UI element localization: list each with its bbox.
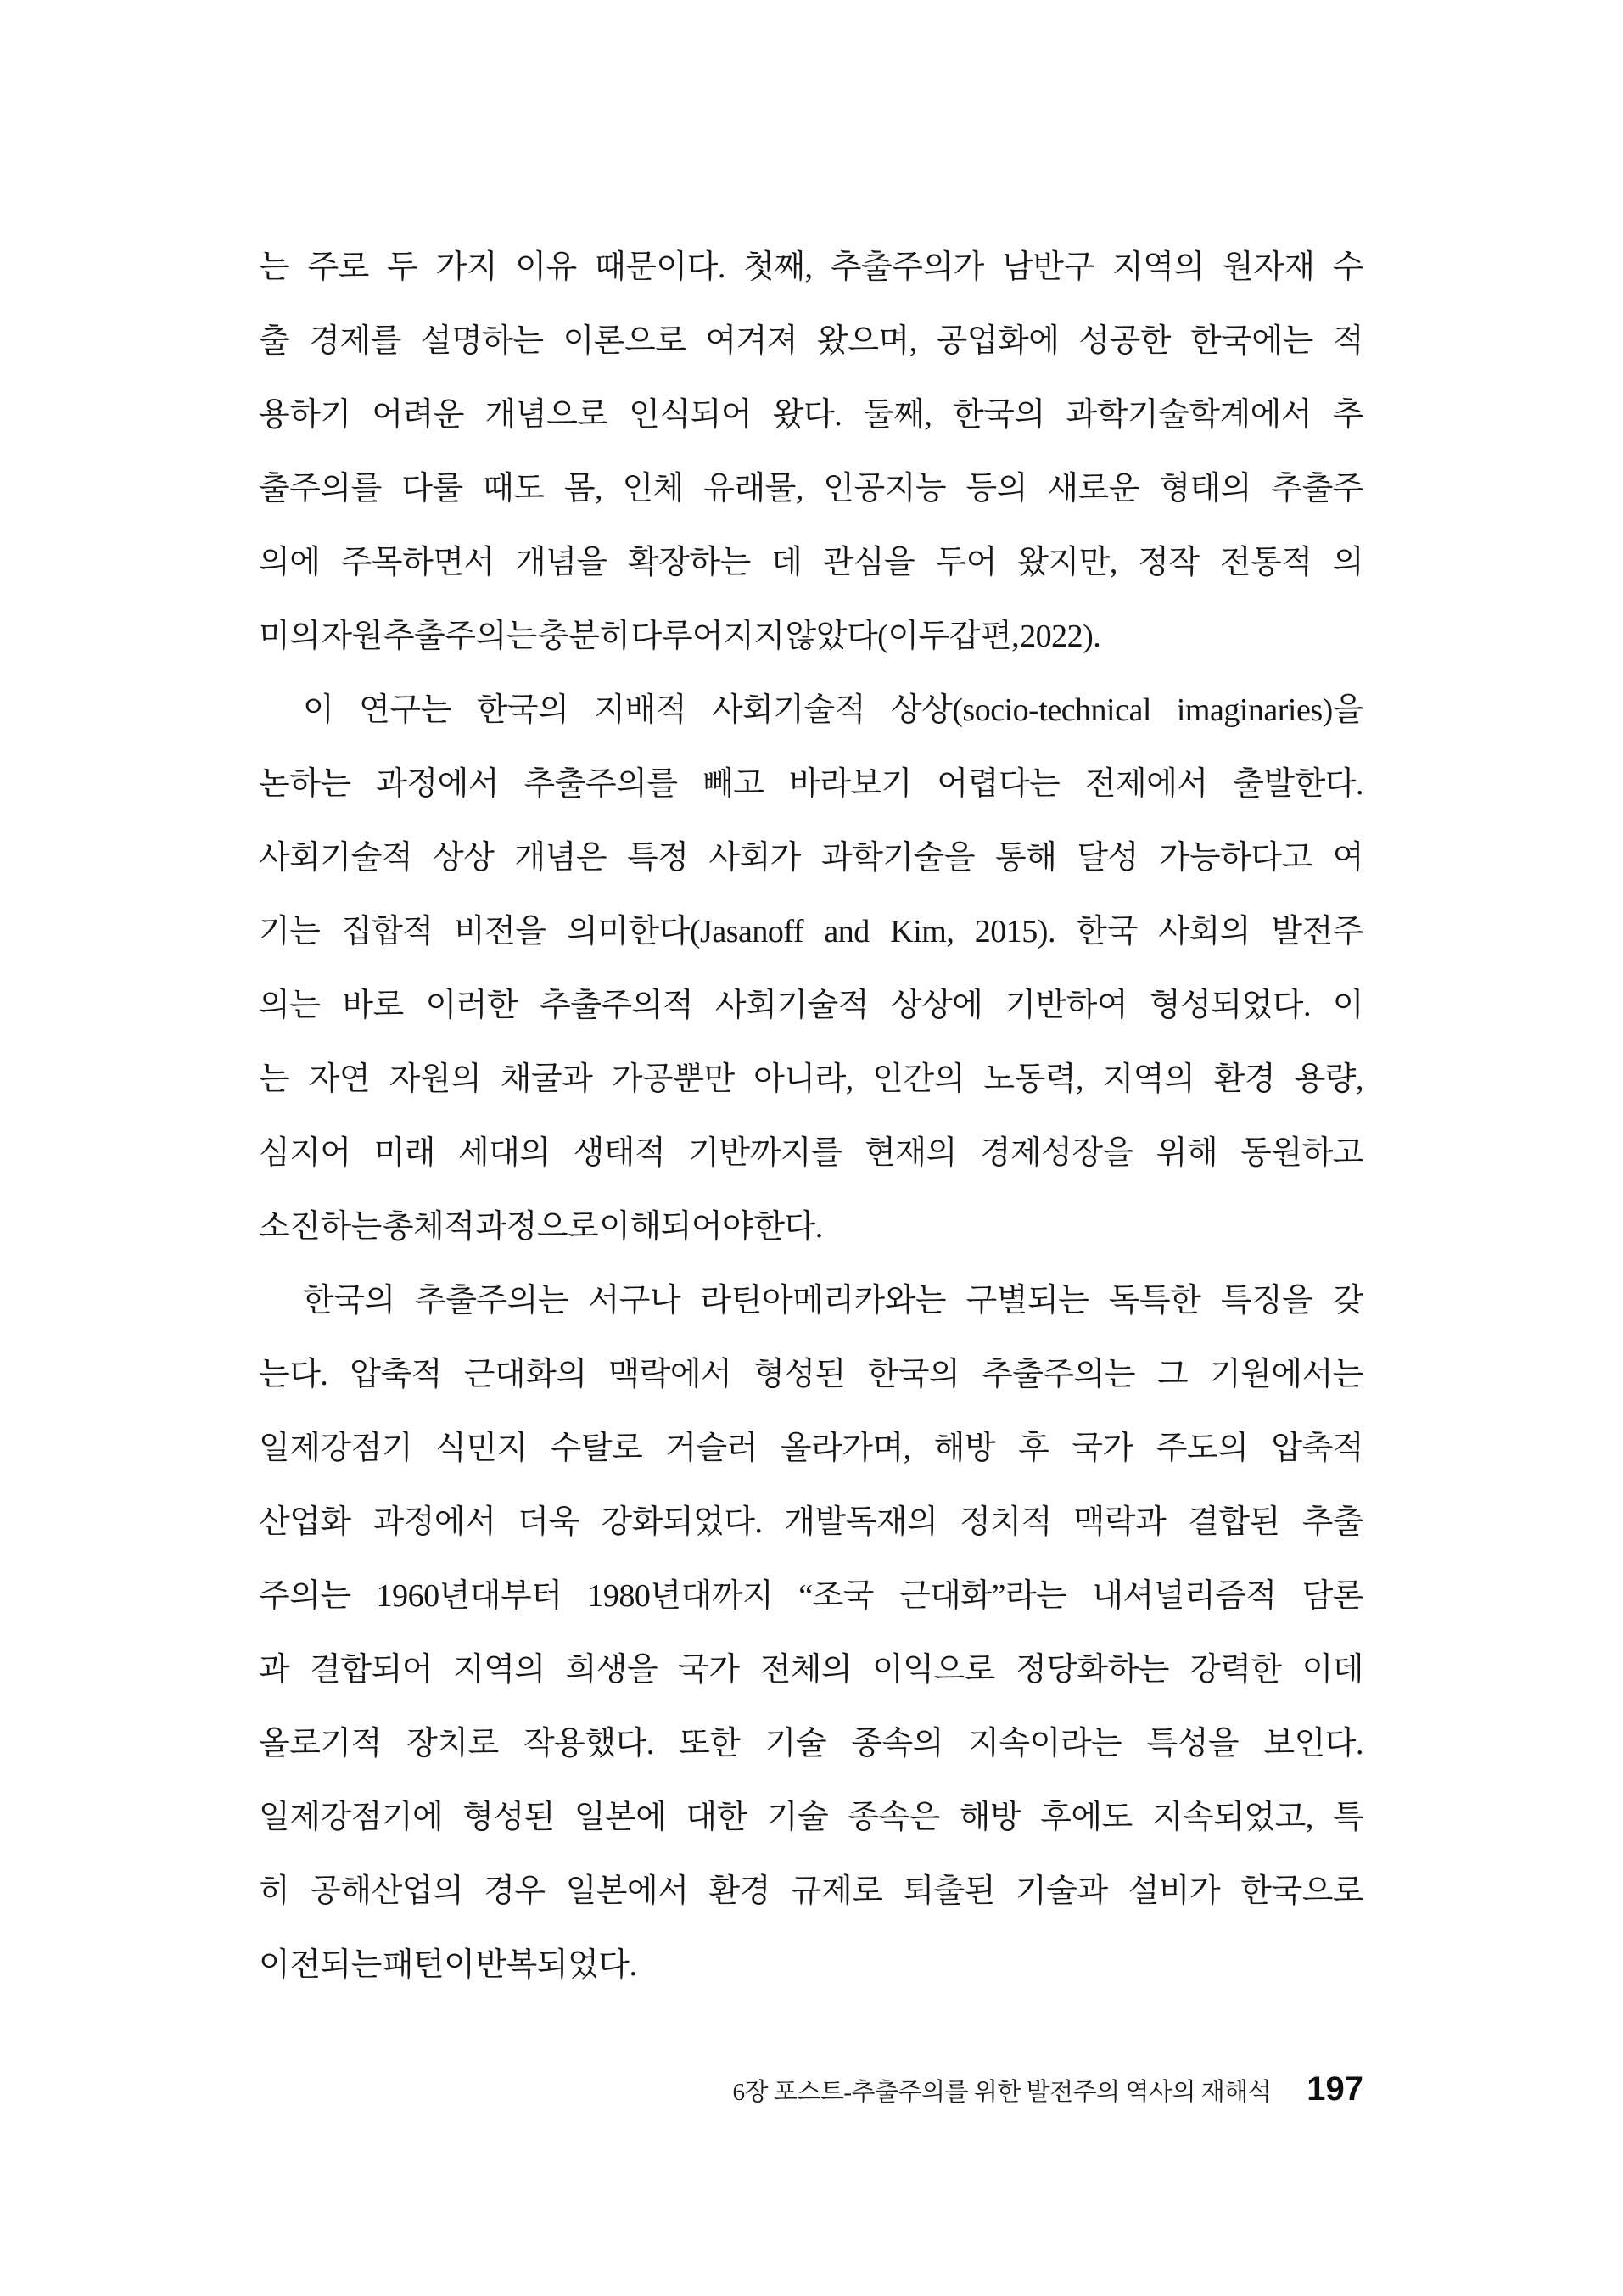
text-line: 소진하는 총체적 과정으로 이해되어야 한다. xyxy=(259,1209,823,1245)
text-line: 이 연구는 한국의 지배적 사회기술적 상상(socio-technical imaginaries)을 xyxy=(303,692,1363,728)
text-line: 올로기적 장치로 작용했다. 또한 기술 종속의 지속이라는 특성을 보인다. xyxy=(259,1726,1363,1761)
text-line: 일제강점기 식민지 수탈로 거슬러 올라가며, 해방 후 국가 주도의 압축적 xyxy=(259,1431,1363,1466)
text-line: 히 공해산업의 경우 일본에서 환경 규제로 퇴출된 기술과 설비가 한국으로 xyxy=(259,1873,1363,1909)
text-line: 기는 집합적 비전을 의미한다(Jasanoff and Kim, 2015). 한국 사회의 발전주 xyxy=(259,914,1363,949)
text-line: 는 자연 자원의 채굴과 가공뿐만 아니라, 인간의 노동력, 지역의 환경 용량, xyxy=(259,1061,1363,1097)
paragraph xyxy=(259,1264,1363,2002)
text-line: 일제강점기에 형성된 일본에 대한 기술 종속은 해방 후에도 지속되었고, 특 xyxy=(259,1800,1363,1835)
text-line: 미의 자원 추출주의는 충분히 다루어지지 않았다(이두갑 편, 2022). xyxy=(259,619,1101,654)
text-line: 용하기 어려운 개념으로 인식되어 왔다. 둘째, 한국의 과학기술학계에서 추 xyxy=(259,397,1363,433)
text-line: 출주의를 다룰 때도 몸, 인체 유래물, 인공지능 등의 새로운 형태의 추출주 xyxy=(259,471,1363,507)
text-line: 한국의 추출주의는 서구나 라틴아메리카와는 구별되는 독특한 특징을 갖 xyxy=(303,1283,1363,1319)
text-line: 논하는 과정에서 추출주의를 빼고 바라보기 어렵다는 전제에서 출발한다. xyxy=(259,766,1363,802)
footer-page-number: 197 xyxy=(1307,2070,1363,2108)
body-text xyxy=(259,231,1363,2002)
paragraph xyxy=(259,674,1363,1264)
text-line: 사회기술적 상상 개념은 특정 사회가 과학기술을 통해 달성 가능하다고 여 xyxy=(259,840,1363,876)
footer-running-title: 6장 포스트-추출주의를 위한 발전주의 역사의 재해석 xyxy=(732,2079,1272,2106)
text-line: 산업화 과정에서 더욱 강화되었다. 개발독재의 정치적 맥락과 결합된 추출 xyxy=(259,1504,1363,1540)
text-line: 이전되는 패턴이 반복되었다. xyxy=(259,1947,637,1983)
page-footer xyxy=(259,2070,1363,2108)
text-line: 심지어 미래 세대의 생태적 기반까지를 현재의 경제성장을 위해 동원하고 xyxy=(259,1135,1363,1171)
paragraph xyxy=(259,231,1363,674)
text-line: 과 결합되어 지역의 희생을 국가 전체의 이익으로 정당화하는 강력한 이데 xyxy=(259,1652,1363,1688)
text-line: 는다. 압축적 근대화의 맥락에서 형성된 한국의 추출주의는 그 기원에서는 xyxy=(259,1357,1363,1392)
text-line: 의는 바로 이러한 추출주의적 사회기술적 상상에 기반하여 형성되었다. 이 xyxy=(259,988,1363,1023)
text-line: 는 주로 두 가지 이유 때문이다. 첫째, 추출주의가 남반구 지역의 원자재 수 xyxy=(259,249,1363,285)
text-line: 출 경제를 설명하는 이론으로 여겨져 왔으며, 공업화에 성공한 한국에는 적 xyxy=(259,323,1363,359)
text-line: 주의는 1960년대부터 1980년대까지 “조국 근대화”라는 내셔널리즘적 담론 xyxy=(259,1578,1363,1614)
text-line: 의에 주목하면서 개념을 확장하는 데 관심을 두어 왔지만, 정작 전통적 의 xyxy=(259,545,1363,580)
